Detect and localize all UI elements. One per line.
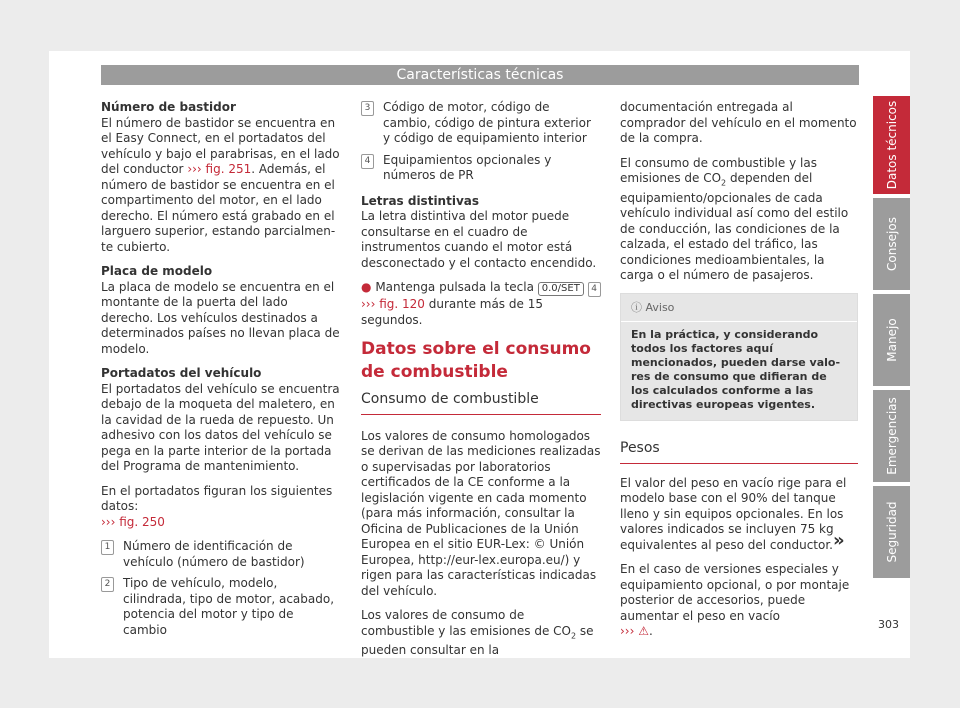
- paragraph-documentation: documentación entregada al comprador del vehículo en el momento de la compra.: [620, 100, 857, 145]
- tab-manejo[interactable]: Manejo: [873, 294, 910, 386]
- list-item: 3 Código de motor, código de cambio, código de pintura exterior y código de equipamiento interior: [361, 100, 601, 147]
- paragraph-model-plate: La placa de modelo se encuentra en el montante de la puerta del lado derecho. Los vehículos destinados a determinados países no llevan placa de modelo.: [101, 279, 340, 356]
- paragraph-engine-letters: La letra distintiva del motor puede consultarse en el cuadro de instrumentos cuando el motor está desconectado y el contacto encendido.: [361, 209, 597, 270]
- notice-text: En la práctica, y considerando todos los factores aquí mencionados, pueden darse valores de consumo que difieran de los calculados conforme a las directivas europeas vigentes.: [631, 328, 841, 412]
- tab-emergencias[interactable]: Emergencias: [873, 390, 910, 482]
- info-icon: ⓘ: [631, 300, 642, 314]
- paragraph-weights-accessories: En el caso de versiones especiales y equipamiento opcional, o por montaje posterior de accesorios, puede aumentar el peso en vacío ››› ⚠.: [620, 562, 850, 639]
- heading-data-sticker: Portadatos del vehículo: [101, 366, 262, 380]
- heading-vin: Número de bastidor: [101, 100, 236, 114]
- callout-number: 4: [588, 282, 601, 297]
- fig-251-link[interactable]: ››› fig. 251: [187, 162, 252, 176]
- section-title: Datos sobre el consumo de combustible: [361, 339, 591, 382]
- subsection-heading: Consumo de combustible: [361, 392, 601, 415]
- tab-seguridad[interactable]: Seguridad: [873, 486, 910, 578]
- bullet-instruction: ● Mantenga pulsada la tecla 0.0/SET 4 ››› fig. 120 durante más de 15 segundos.: [361, 280, 601, 328]
- column-3: [620, 100, 858, 649]
- column-2: [361, 100, 601, 668]
- fig-120-link[interactable]: ››› fig. 120: [361, 297, 425, 311]
- chapter-header: Características técnicas: [101, 65, 859, 85]
- callout-number: 4: [361, 154, 374, 169]
- paragraph-data-list: En el portadatos figuran los siguientes datos: ››› fig. 250: [101, 483, 333, 529]
- callout-number: 3: [361, 101, 374, 116]
- list-item: 2 Tipo de vehículo, modelo, cilindrada, tipo de motor, acabado, potencia del motor y tipo de cambio: [101, 576, 341, 638]
- fig-250-link[interactable]: ››› fig. 250: [101, 514, 165, 529]
- tab-consejos[interactable]: Consejos: [873, 198, 910, 290]
- callout-number: 1: [101, 540, 114, 555]
- paragraph-data-sticker: El portadatos del vehículo se encuentra debajo de la moqueta del maletero, en la cavidad de la rueda de repuesto. Un adhesivo con los datos del vehículo se pega en la parte interior de la portada del Programa de mantenimiento.: [101, 381, 340, 473]
- paragraph-vin: El número de bastidor se encuentra en el Easy Connect, en el portadatos del vehículo y bajo el parabrisas, en el lado del conductor ››› fig. 251. Además, el número de bastidor se encuentra en el compartimento del motor, en el lado derecho. El número está grabado en el larguero superior, estando parcialmente cubierto.: [101, 115, 340, 254]
- page-number: 303: [878, 618, 899, 631]
- notice-header: ⓘ Aviso: [621, 294, 857, 323]
- continue-icon: »: [833, 530, 845, 551]
- column-1: [101, 100, 341, 644]
- paragraph-co2: El consumo de combustible y las emisiones de $CO_2$ dependen del equipamiento/opcionales de cada vehículo individual así como del estilo de conducción, las condiciones de la calzada, el estado del tráfico, las condiciones medioambientales, la carga o el número de pasajeros.: [620, 155, 849, 283]
- tab-datos-tecnicos[interactable]: Datos técnicos: [873, 96, 910, 194]
- warning-link[interactable]: ›››: [620, 624, 635, 639]
- callout-number: 2: [101, 577, 114, 592]
- subsection-heading: Pesos: [620, 441, 858, 464]
- paragraph-emissions: Los valores de consumo de combustible y las emisiones de $CO_2$ se pueden consultar en la: [361, 608, 594, 658]
- heading-model-plate: Placa de modelo: [101, 264, 213, 278]
- list-item: 4 Equipamientos opcionales y números de PR: [361, 153, 601, 184]
- warning-icon: ⚠: [638, 624, 649, 639]
- paragraph-consumption: Los valores de consumo homologados se derivan de las mediciones realizadas o supervisadas por laboratorios certificados de la CE conforme a la legislación vigente en cada momento (para más información, consultar la Oficina de Publicaciones de la Unión Europea en el sitio EUR-Lex: © Unión Europea, http://eur-lex.europa.eu/) y rigen para las características indicadas del vehículo.: [361, 428, 601, 598]
- heading-engine-letters: Letras distintivas: [361, 193, 480, 208]
- notice-box: [620, 293, 858, 422]
- paragraph-weights: El valor del peso en vacío rige para el modelo base con el 90% del tanque lleno y sin equipos opcionales. En los valores indicados se incluyen 75 kg equivalentes al peso del conductor.: [620, 475, 847, 552]
- bullet-icon: ●: [361, 280, 372, 294]
- list-item: 1 Número de identificación de vehículo (número de bastidor): [101, 539, 341, 570]
- key-0-0-set: 0.0/SET: [538, 282, 584, 296]
